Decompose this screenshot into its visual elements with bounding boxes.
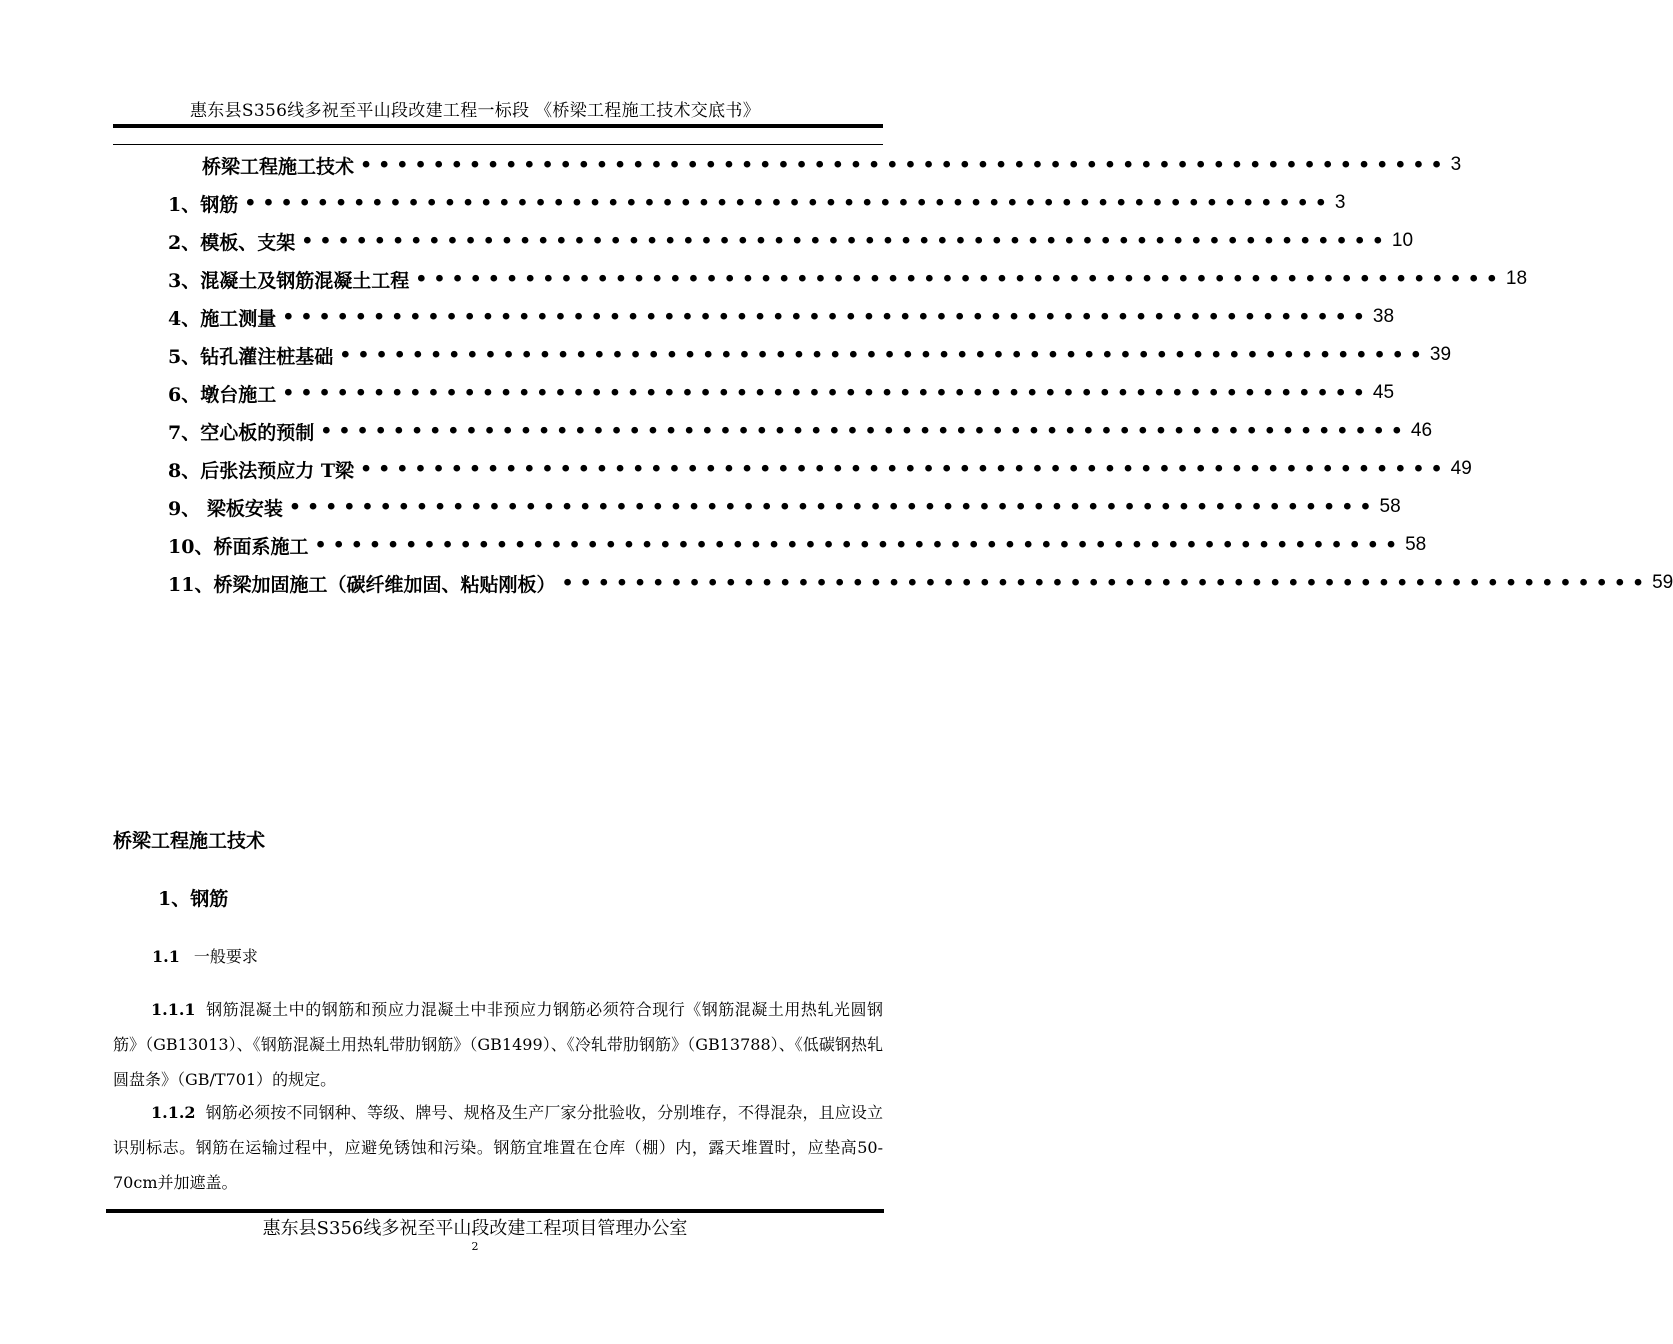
toc-leader-dots: ••••••••••••••••••••••••••••••••••••••••••••••••••••••••••••: [360, 154, 1449, 176]
toc-leader-dots: ••••••••••••••••••••••••••••••••••••••••••••••••••••••••••••: [561, 572, 1651, 594]
toc-entry-page: 45: [1372, 382, 1395, 403]
toc-entry[interactable]: [168, 374, 1395, 412]
page-number: 2: [471, 1240, 479, 1253]
toc-entry[interactable]: [168, 526, 1427, 564]
toc-leader-dots: ••••••••••••••••••••••••••••••••••••••••••••••••••••••••••••: [320, 420, 1409, 442]
toc-entry-page: 46: [1410, 420, 1433, 441]
toc-entry-label: 1、钢筋: [168, 190, 244, 217]
paragraph-number: 1.1.2: [151, 1103, 196, 1122]
toc-leader-dots: ••••••••••••••••••••••••••••••••••••••••••••••••••••••••••••: [282, 382, 1371, 404]
toc-entry-page: 18: [1505, 268, 1528, 289]
toc-entry-page: 58: [1405, 534, 1427, 555]
toc-entry[interactable]: [168, 184, 1346, 222]
section-title: 桥梁工程施工技术: [113, 830, 266, 852]
subsection-title: 1、钢筋: [158, 888, 229, 910]
toc-entry-page: 39: [1429, 344, 1452, 365]
toc-entry-label: 10、桥面系施工: [168, 532, 314, 559]
table-of-contents: [168, 146, 1673, 602]
toc-leader-dots: ••••••••••••••••••••••••••••••••••••••••••••••••••••••••••••: [339, 344, 1428, 366]
paragraph-text: 钢筋必须按不同钢种、等级、牌号、规格及生产厂家分批验收，分别堆存，不得混杂，且应设立识别标志。钢筋在运输过程中，应避免锈蚀和污染。钢筋宜堆置在仓库（棚）内，露天堆置时，应垫高50-70cm并加遮盖。: [113, 1103, 883, 1192]
toc-entry[interactable]: [168, 412, 1433, 450]
toc-leader-dots: ••••••••••••••••••••••••••••••••••••••••••••••••••••••••••••: [282, 306, 1371, 328]
subsubsection-title: 一般要求: [193, 947, 258, 966]
toc-entry-page: 3: [1334, 192, 1346, 213]
toc-entry-page: 58: [1379, 496, 1401, 517]
toc-leader-dots: ••••••••••••••••••••••••••••••••••••••••••••••••••••••••••••: [244, 192, 1333, 214]
header-rule-thin: [113, 144, 883, 145]
toc-entry[interactable]: [168, 450, 1472, 488]
paragraph: [113, 1095, 883, 1200]
toc-entry-page: 49: [1450, 458, 1472, 479]
toc-entry[interactable]: [168, 336, 1452, 374]
toc-entry-label: 2、模板、支架: [168, 228, 301, 255]
paragraph: [113, 992, 883, 1097]
toc-entry-page: 59: [1652, 572, 1673, 593]
toc-entry-label: 6、墩台施工: [168, 380, 282, 407]
toc-entry-label: 3、混凝土及钢筋混凝土工程: [168, 266, 415, 293]
toc-entry[interactable]: [168, 298, 1395, 336]
footer-office: 惠东县S356线多祝至平山段改建工程项目管理办公室: [262, 1218, 688, 1239]
toc-entry[interactable]: [168, 146, 1462, 184]
toc-leader-dots: ••••••••••••••••••••••••••••••••••••••••••••••••••••••••••••: [359, 458, 1449, 480]
toc-entry[interactable]: [168, 564, 1673, 602]
footer-rule: [106, 1209, 884, 1213]
toc-entry-label: 9、 梁板安装: [168, 494, 289, 521]
toc-entry[interactable]: [168, 260, 1528, 298]
toc-leader-dots: ••••••••••••••••••••••••••••••••••••••••••••••••••••••••••••: [288, 496, 1378, 518]
toc-leader-dots: ••••••••••••••••••••••••••••••••••••••••••••••••••••••••••••: [301, 230, 1390, 252]
toc-entry-page: 38: [1372, 306, 1395, 327]
toc-entry-page: 10: [1391, 230, 1414, 251]
toc-leader-dots: ••••••••••••••••••••••••••••••••••••••••••••••••••••••••••••: [314, 534, 1404, 556]
toc-entry-page: 3: [1450, 154, 1462, 175]
paragraph-text: 钢筋混凝土中的钢筋和预应力混凝土中非预应力钢筋必须符合现行《钢筋混凝土用热轧光圆钢筋》（GB13013）、《钢筋混凝土用热轧带肋钢筋》（GB1499）、《冷轧带肋钢筋》（GB13788）、《低碳钢热轧圆盘条》（GB/T701）的规定。: [113, 1000, 883, 1089]
subsubsection-heading: [152, 944, 258, 967]
toc-entry-label: 8、后张法预应力 T梁: [168, 456, 360, 483]
page-header-title: 惠东县S356线多祝至平山段改建工程一标段 《桥梁工程施工技术交底书》: [190, 101, 760, 121]
toc-entry-label: 桥梁工程施工技术: [168, 152, 360, 179]
toc-entry[interactable]: [168, 222, 1414, 260]
header-rule-thick: [113, 124, 883, 128]
toc-entry-label: 5、钻孔灌注桩基础: [168, 342, 339, 369]
toc-entry-label: 7、空心板的预制: [168, 418, 320, 445]
toc-entry-label: 4、施工测量: [168, 304, 282, 331]
paragraph-number: 1.1.1: [151, 1000, 196, 1019]
subsubsection-number: 1.1: [152, 947, 180, 966]
toc-entry-label: 11、桥梁加固施工（碳纤维加固、粘贴刚板）: [168, 570, 561, 597]
toc-leader-dots: ••••••••••••••••••••••••••••••••••••••••••••••••••••••••••••: [415, 268, 1504, 290]
toc-entry[interactable]: [168, 488, 1401, 526]
